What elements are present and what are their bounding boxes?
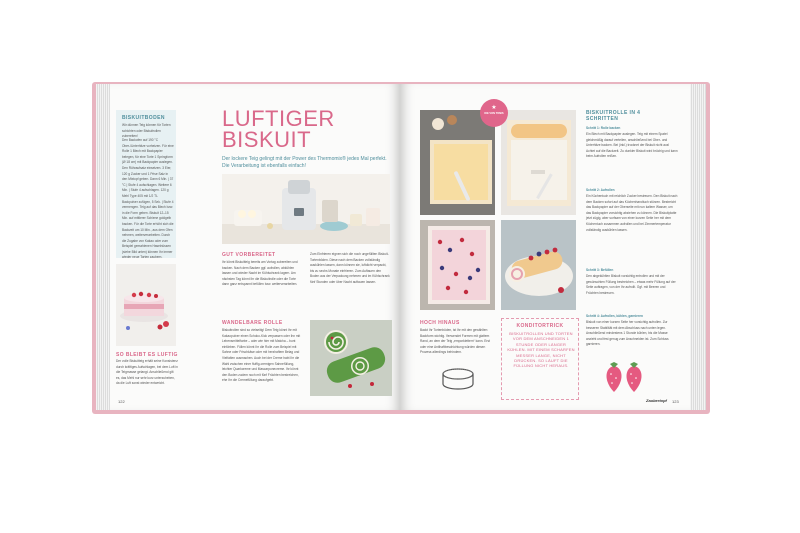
gut-body-col1: Ihr könnt Biskuitteig bereits am Vortag zubereiten und backen. Nach dem Backen ggf. aufrollen, abkühlen lassen und wieder Nacht im Kühlschrank lagern. Am nächsten Tag könnt Ihr die Biskuitrolle oder die Torte dann ganz entspannt befüllen bzw. weiterverarbeiten. — [222, 260, 298, 287]
badge-circle — [480, 99, 508, 127]
left-page — [110, 84, 400, 410]
star-icon: ★ — [491, 105, 497, 111]
page-edges-left — [96, 84, 110, 410]
badge-label: DIE VON TONIS — [484, 112, 504, 115]
thermomix-photo — [222, 174, 390, 244]
rolle-body: Biskuitrollen sind so vielseitig! Dem Teig könnt Ihr mit Kakaopulver einen Schoko-Kick verpassen oder ihn mit Lebensmittelfarbe – oder wie hier mit Matcha – bunt einfärben. Füllen könnt Ihr die Rolle zum Beispiel mit Sahne oder Frischkäse oder mit herzhaftem Belag und Vielfalten ausmachen. Auch bei der Creme habt Ihr die Wahl zwischen einer fluffig-cremigen Sahnefüllung, leichter Quarkcreme und Mascarponecreme. Ihr könnt den Boden zudem noch mit fünf Früchten bestreichen, ehe Ihr die Cremefüllung daraufgebt. — [222, 328, 301, 383]
step1-body: Ein Blech mit Backpapier auslegen. Teig mit einem Spatel gleichmäßig darauf verteilen, anschließend bei Ober- und Unterhitze backen. Bei (inkl.) trocknet der Biskuit nicht aus! Achtet auf die Backzeit. Zu dunkler Biskuit wird brüchig und kann beim Aufrollen reißen. — [586, 132, 678, 159]
luftig-heading: SO BLEIBT ES LUFTIG — [116, 352, 178, 358]
sidebar-intro: Wir dünnen Teig können für Torten schichten oder Biskuitrollen zubereiten! — [122, 123, 171, 139]
rolle-heading: WANDELBARE ROLLE — [222, 320, 283, 326]
gut-body-col2: Zum Einfrieren eignen sich die noch ungefüllten Biskuit-Tortenböden. Diese nach dem Backen vollständig auskühlen lassen, dann können sie, luftdicht verpackt, bis zu sechs Monate einfrieren. Zum Auftauen den Boden aus der Verpackung nehmen und im Kühlschrank fünf Stunden oder über Nacht auftauen lassen. — [310, 252, 390, 284]
step4-photo — [501, 220, 576, 310]
step2-title: Schritt 2: Aufrollen — [586, 188, 615, 192]
trick-body: BISKUITROLLEN UND TORTEN VOR DEM ANSCHNEIDEN 1 STUNDE ODER LÄNGER KÜHLEN. MIT EINEM SCHARFEN MESSER LANGE, NICHT DRÜCKEN. SO LÄUFT DIE FÜLLUNG NICHT HERAUS. — [507, 331, 575, 369]
strawberry-icon — [600, 356, 650, 396]
trick-box — [501, 318, 579, 400]
title-line-2: BISKUIT — [222, 127, 312, 152]
step2-body: Ein Küchentuch mit reichlich Zucker bestreuen. Den Biskuit nach dem Backen sofort auf das Küchenhandtuch stürzen. Bestreicht das Backpapier auf der Oberseite mit nun kaltem Wasser, um das Backpapier vorsichtig abziehen zu können. Die Biskuitplatte jetzt zügig, aber sorfsam von einer kurzen Seite her mit dem Küchentuch zusammen aufrollen und bei Zimmertemperatur vollständig auskühlen lassen. — [586, 194, 678, 232]
cake-photo — [116, 264, 176, 346]
step3-body: Den abgekühlten Biskuit vorsichtig entrollen und mit der gewünschten Füllung bestreichen – etwas mehr Füllung auf der Seite auftragen, von der Ihr aufrollt. Ggf. mit Beeren und Früchten bestreuen. — [586, 274, 676, 295]
page-number-left: 122 — [118, 399, 125, 404]
page-number-right: 123 — [672, 399, 679, 404]
gut-heading: GUT VORBEREITET — [222, 252, 276, 258]
brand-logo: Zaubertopf — [646, 398, 667, 403]
page-edges-right — [690, 84, 706, 410]
step3-photo — [420, 220, 495, 310]
sidebar-body: Den Backofen auf 190 °C Ober-/Unterhitze vorheizen. Für eine Rolle 1 Blech mit Backpapier belegen, für eine Torte 1 Springform (Ø 18 cm) mit Backpapier auslegen. Den Rühraufsatz einsetzen. 3 Eier, 120 g Zucker und 1 Prise Salz in den Mixtopf geben. Dann 6 Min. | 37 °C | Stufe 4 aufschlagen. Weitere 6 Min. | Stufe 4 aufschlagen. 120 g Mehl Type 405 mit 1/2 TL Backpulver zufügen, 5 Sek. | Stufe 4 vermengen. Teig auf das Blech bzw. in die Form geben. Biskuit 12–15 Min. auf mittlerer Schiene goldgelb backen. Für die Torte erhöht sich die Backzeit um 10 Min., aus dem Ofen nehmen, weiterverarbeiten. Durch die Zugabe von Kakao oder zum Beispiel gemahlenen Haselnüssen (siehe Bild unten) können Ihr immer wieder neue Torten zaubern. — [122, 138, 174, 260]
step1-photo — [420, 110, 495, 215]
matcha-roll-photo — [310, 320, 392, 396]
sidebar-heading: BISKUITBODEN — [122, 115, 165, 121]
step4-title: Schritt 4: Aufrollen, kühlen, garnieren — [586, 314, 643, 318]
hoch-body: Backt Ihr Tortenböden, ist Ihr mit den gewählten Backform wichtig. Verwendet Formen mit glattem Rand, an dem der Teig „emporklettern“ kann. Erst oder eine Antihaftbeschichtung würden diesen Prozess allerdings behindern. — [420, 328, 490, 355]
springform-icon — [440, 366, 476, 392]
subtitle: Der lockere Teig gelingt mit der Power des Thermomix® jedes Mal perfekt. Die Verarbeitung ist ebenfalls einfach! — [222, 156, 387, 169]
step4-body: Biskuit von einer kurzen Seite her vorsichtig aufrollen. Zur besseren Stabilität mit dem Abschluss nach unten legen. Anschließend mindestens 1 Stunde kühlen, bis die Masse anzieht und fest genug zum Anschneiden ist. Zum Schluss garnieren. — [586, 320, 669, 347]
luftig-body: Der volle Biskuitteig erhält seine Konsistenz durch kräftiges Aufschlagen, bei dem Luft in die Teigmasse gelangt. Anschließend gilt es, das Mehl nur sehr kurz unterzuheben, da die Luft sonst wieder entweicht. — [116, 359, 178, 386]
step1-title: Schritt 1: Rolle backen — [586, 126, 621, 130]
hoch-heading: HOCH HINAUS — [420, 320, 460, 326]
right-sidebar-heading: BISKUITROLLE IN 4 SCHRITTEN — [586, 110, 641, 122]
sidebar-box — [116, 110, 176, 258]
step2-photo — [501, 110, 576, 215]
trick-heading: KONDITORTRICK — [516, 323, 564, 329]
title-line-1: LUFTIGER — [222, 106, 335, 131]
step3-title: Schritt 3: Befüllen — [586, 268, 614, 272]
right-page — [400, 84, 690, 410]
